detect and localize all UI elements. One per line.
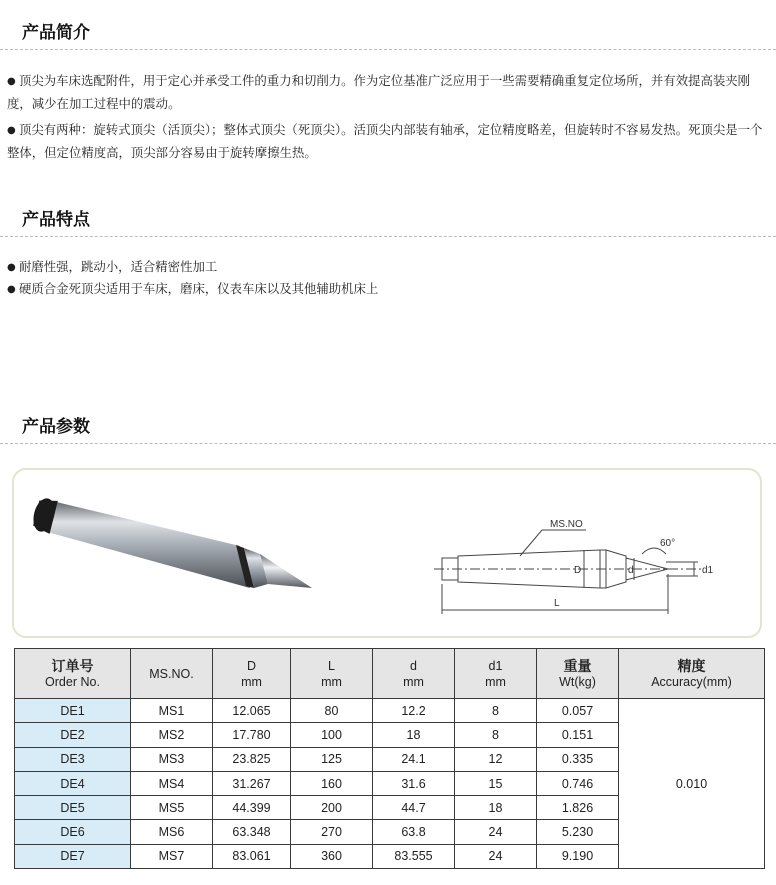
cell-D: 44.399 [213, 796, 291, 820]
cell-order: DE7 [15, 844, 131, 868]
cell-ms: MS3 [131, 747, 213, 771]
bullet-icon: ● [7, 125, 16, 136]
cell-L: 100 [291, 723, 373, 747]
cell-order: DE4 [15, 771, 131, 795]
cell-L: 80 [291, 699, 373, 723]
cell-L: 160 [291, 771, 373, 795]
header-L: L mm [291, 649, 373, 699]
cell-ms: MS5 [131, 796, 213, 820]
cell-d: 44.7 [373, 796, 455, 820]
product-figure [12, 468, 762, 638]
intro-paragraph-1: ● 顶尖为车床选配附件，用于定心并承受工件的重力和切削力。作为定位基准广泛应用于一些需要精确重复定位场所，并有效提高装夹刚度，减少在加工过程中的震动。 [7, 73, 751, 111]
cell-d1: 12 [455, 747, 537, 771]
cell-weight: 0.057 [537, 699, 619, 723]
drawing-label-msno: MS.NO [550, 519, 583, 530]
table-row [15, 699, 765, 723]
cell-ms: MS2 [131, 723, 213, 747]
cell-L: 200 [291, 796, 373, 820]
product-photo [30, 496, 312, 588]
features-section-header [0, 197, 776, 237]
cell-ms: MS7 [131, 844, 213, 868]
cell-weight: 0.151 [537, 723, 619, 747]
cell-d: 12.2 [373, 699, 455, 723]
cell-D: 17.780 [213, 723, 291, 747]
bullet-icon: ● [7, 284, 16, 295]
cell-d1: 18 [455, 796, 537, 820]
params-title: 产品参数 [22, 417, 90, 437]
intro-section-header [0, 10, 776, 50]
cell-weight: 9.190 [537, 844, 619, 868]
features-item-1: ● 耐磨性强，跳动小，适合精密性加工 [7, 256, 773, 279]
cell-D: 31.267 [213, 771, 291, 795]
cell-ms: MS1 [131, 699, 213, 723]
cell-order: DE2 [15, 723, 131, 747]
features-item-2: ● 硬质合金死顶尖适用于车床，磨床，仪表车床以及其他辅助机床上 [7, 278, 773, 301]
bullet-icon: ● [7, 76, 16, 87]
dead-center-illustration [14, 470, 760, 636]
cell-ms: MS6 [131, 820, 213, 844]
cell-order: DE3 [15, 747, 131, 771]
cell-d1: 8 [455, 699, 537, 723]
drawing-labels [550, 519, 714, 609]
bullet-icon: ● [7, 262, 16, 273]
cell-L: 270 [291, 820, 373, 844]
header-d1: d1 mm [455, 649, 537, 699]
cell-D: 12.065 [213, 699, 291, 723]
drawing-label-d: d [628, 565, 634, 576]
header-d: d mm [373, 649, 455, 699]
cell-order: DE1 [15, 699, 131, 723]
intro-title: 产品简介 [22, 23, 90, 43]
cell-D: 63.348 [213, 820, 291, 844]
cell-ms: MS4 [131, 771, 213, 795]
header-accuracy: 精度 Accuracy(mm) [619, 649, 765, 699]
cell-d1: 24 [455, 820, 537, 844]
cell-order: DE5 [15, 796, 131, 820]
cell-accuracy: 0.010 [619, 699, 765, 869]
header-D: D mm [213, 649, 291, 699]
cell-L: 125 [291, 747, 373, 771]
cell-d1: 24 [455, 844, 537, 868]
header-order-no: 订单号 Order No. [15, 649, 131, 699]
drawing-label-d1: d1 [702, 565, 714, 576]
cell-weight: 5.230 [537, 820, 619, 844]
cell-d: 83.555 [373, 844, 455, 868]
cell-weight: 0.746 [537, 771, 619, 795]
drawing-label-D: D [574, 565, 582, 576]
cell-d1: 15 [455, 771, 537, 795]
cell-d: 31.6 [373, 771, 455, 795]
cell-D: 83.061 [213, 844, 291, 868]
cell-order: DE6 [15, 820, 131, 844]
cell-weight: 0.335 [537, 747, 619, 771]
cell-weight: 1.826 [537, 796, 619, 820]
intro-paragraph-2: ● 顶尖有两种：旋转式顶尖（活顶尖）；整体式顶尖（死顶尖）。活顶尖内部装有轴承，定位精度略差，但旋转时不容易发热。死顶尖是一个整体，但定位精度高，顶尖部分容易由于旋转摩擦生热。 [7, 122, 763, 160]
spec-table [14, 648, 765, 869]
header-weight: 重量 Wt(kg) [537, 649, 619, 699]
cell-d: 24.1 [373, 747, 455, 771]
cell-D: 23.825 [213, 747, 291, 771]
drawing-label-L: L [554, 598, 560, 609]
cell-d: 18 [373, 723, 455, 747]
drawing-label-angle: 60° [660, 538, 676, 549]
params-section-header [0, 404, 776, 444]
cell-L: 360 [291, 844, 373, 868]
features-title: 产品特点 [22, 210, 90, 230]
header-ms-no: MS.NO. [131, 649, 213, 699]
cell-d: 63.8 [373, 820, 455, 844]
spec-table-header [15, 649, 765, 699]
cell-d1: 8 [455, 723, 537, 747]
